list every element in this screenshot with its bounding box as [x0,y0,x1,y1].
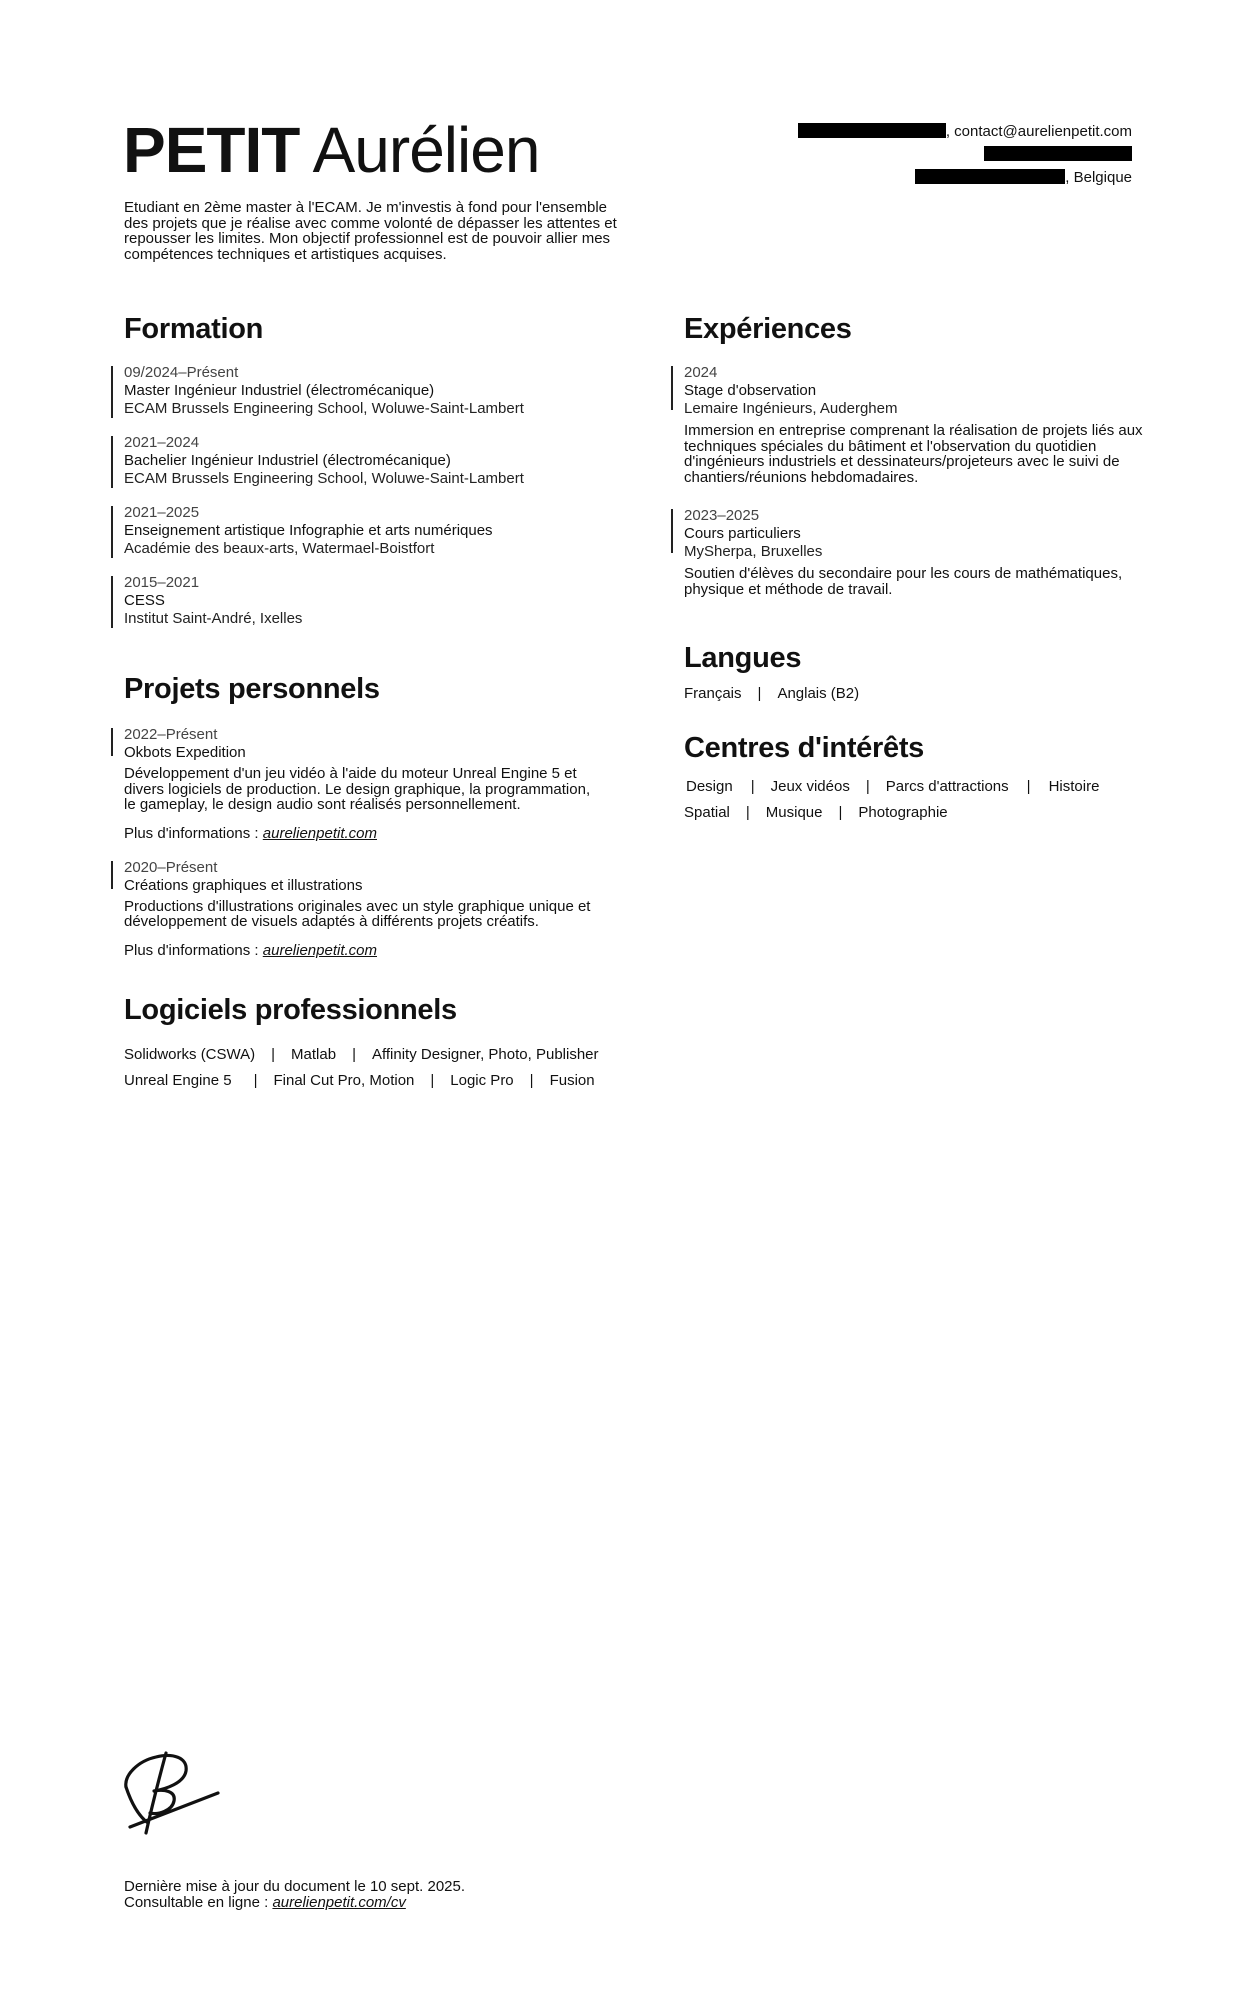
formation-list [124,364,664,628]
entry-description: Développement d'un jeu vidéo à l'aide du moteur Unreal Engine 5 et divers logiciels de production. Le design graphique, la programmation, le gameplay, le design audio sont réalisés personnellement. [124,765,591,813]
entry-org: MySherpa, Bruxelles [684,543,823,560]
interets-list [686,778,1099,830]
entry-date: 2022–Présent [124,726,218,743]
chip-row [686,778,1099,796]
entry-org: Lemaire Ingénieurs, Auderghem [684,400,898,417]
software-item: Final Cut Pro, Motion [273,1072,415,1089]
formation-entry [124,434,664,488]
separator: | [745,804,750,821]
entry-bar [111,861,113,889]
software-item: Solidworks (CSWA) [124,1046,256,1063]
separator: | [352,1046,356,1063]
footer-online-line [124,1895,465,1911]
more-info-label: Plus d'informations : [124,941,263,959]
entry-description: Soutien d'élèves du secondaire pour les cours de mathématiques, physique et méthode de travail. [684,565,1123,598]
cv-link[interactable]: aurelienpetit.com/cv [272,1894,406,1911]
projets-list [124,726,594,960]
projet-entry [124,859,594,960]
entry-role: Bachelier Ingénieur Industriel (électromécanique) [124,452,451,469]
formation-entry [124,574,664,628]
separator: | [430,1072,435,1089]
entry-date: 2015–2021 [124,574,200,591]
redacted-block [915,169,1065,184]
software-item: Fusion [549,1072,595,1089]
software-item: Unreal Engine 5 [124,1072,232,1089]
entry-role: CESS [124,592,165,609]
entry-org: ECAM Brussels Engineering School, Woluwe-Saint-Lambert [124,400,524,417]
langues-list [684,685,859,711]
more-info [124,942,594,960]
last-name: PETIT [123,114,300,186]
redacted-block [984,146,1132,161]
experiences-title: Expériences [684,313,852,345]
langues-title: Langues [684,642,802,674]
entry-org: Académie des beaux-arts, Watermael-Boistfort [124,540,435,557]
chip-row [684,804,1099,822]
projet-entry [124,726,594,843]
software-item: Affinity Designer, Photo, Publisher [371,1046,599,1063]
chip-row [124,1072,599,1090]
entry-bar [111,436,113,488]
contact-block [732,122,1132,191]
entry-bar [111,366,113,418]
interest-item: Parcs d'attractions [885,778,1009,795]
separator: | [757,685,762,702]
entry-role: Master Ingénieur Industriel (électromécanique) [124,382,435,399]
experience-entry [684,507,1144,597]
contact-country: , Belgique [1065,169,1132,186]
contact-email[interactable]: , contact@aurelienpetit.com [945,123,1132,140]
interest-item: Jeux vidéos [770,778,850,795]
language-item: Anglais (B2) [777,685,860,702]
first-name: Aurélien [312,114,540,186]
contact-line-phone [732,145,1132,164]
more-info [124,825,594,843]
entry-description: Immersion en entreprise comprenant la réalisation de projets liés aux techniques spéciales du bâtiment et l'observation du quotidien d'ingénieurs industriels et dessinateurs/projeteurs avec le suivi de chantiers/réunions hebdomadaires. [684,422,1143,486]
entry-bar [111,576,113,628]
experience-entry [684,364,1144,485]
page-title [123,110,539,190]
chip-row [124,1046,599,1064]
more-info-label: Plus d'informations : [124,824,263,842]
interest-item: Musique [765,804,823,821]
formation-title: Formation [124,313,264,345]
separator: | [271,1046,276,1063]
footer [124,1879,465,1911]
entry-role: Okbots Expedition [124,744,246,761]
logiciels-title: Logiciels professionnels [124,994,457,1026]
entry-date: 2021–2024 [124,434,200,451]
separator: | [253,1072,258,1089]
interets-title: Centres d'intérêts [684,732,925,764]
redacted-block [798,123,946,138]
signature-image [120,1745,230,1845]
interest-item: Photographie [858,804,948,821]
interest-item: Spatial [684,804,730,821]
separator: | [1026,778,1031,795]
separator: | [750,778,755,795]
entry-role: Créations graphiques et illustrations [124,876,363,894]
entry-role: Stage d'observation [684,382,817,399]
entry-bar [671,509,673,553]
formation-entry [124,504,664,558]
entry-org: ECAM Brussels Engineering School, Woluwe-Saint-Lambert [124,470,524,487]
separator: | [865,778,870,795]
formation-entry [124,364,664,418]
entry-role: Cours particuliers [684,525,801,542]
entry-description: Productions d'illustrations originales avec un style graphique unique et développement de visuels adaptés à différents projets créatifs. [124,897,591,930]
chip-row [684,685,859,703]
entry-role: Enseignement artistique Infographie et arts numériques [124,522,493,539]
project-link[interactable]: aurelienpetit.com [262,941,377,959]
project-link[interactable]: aurelienpetit.com [262,824,377,842]
footer-update-date: Dernière mise à jour du document le 10 sept. 2025. [124,1878,466,1895]
software-item: Matlab [291,1046,337,1063]
separator: | [529,1072,534,1089]
entry-bar [111,728,113,756]
footer-online-label: Consultable en ligne : [124,1894,273,1911]
entry-bar [671,366,673,410]
interest-item: Histoire [1048,778,1100,795]
projets-title: Projets personnels [124,673,380,705]
logiciels-list [124,1046,599,1098]
entry-date: 2024 [684,364,718,381]
entry-date: 2021–2025 [124,504,200,521]
entry-date: 2020–Présent [124,858,218,876]
intro-text: Etudiant en 2ème master à l'ECAM. Je m'investis à fond pour l'ensemble des projets que je réalise avec comme volonté de dépasser les attentes et repousser les limites. Mon objectif professionnel est de pouvoir allier mes compétences techniques et artistiques acquises. [124,199,617,263]
contact-line-email [732,122,1132,141]
software-item: Logic Pro [450,1072,514,1089]
entry-date: 09/2024–Présent [124,364,239,381]
contact-line-address [732,168,1132,187]
entry-org: Institut Saint-André, Ixelles [124,610,303,627]
entry-date: 2023–2025 [684,507,760,524]
language-item: Français [684,685,742,702]
entry-bar [111,506,113,558]
experiences-list [684,364,1144,597]
interest-item: Design [686,778,733,795]
separator: | [838,804,843,821]
